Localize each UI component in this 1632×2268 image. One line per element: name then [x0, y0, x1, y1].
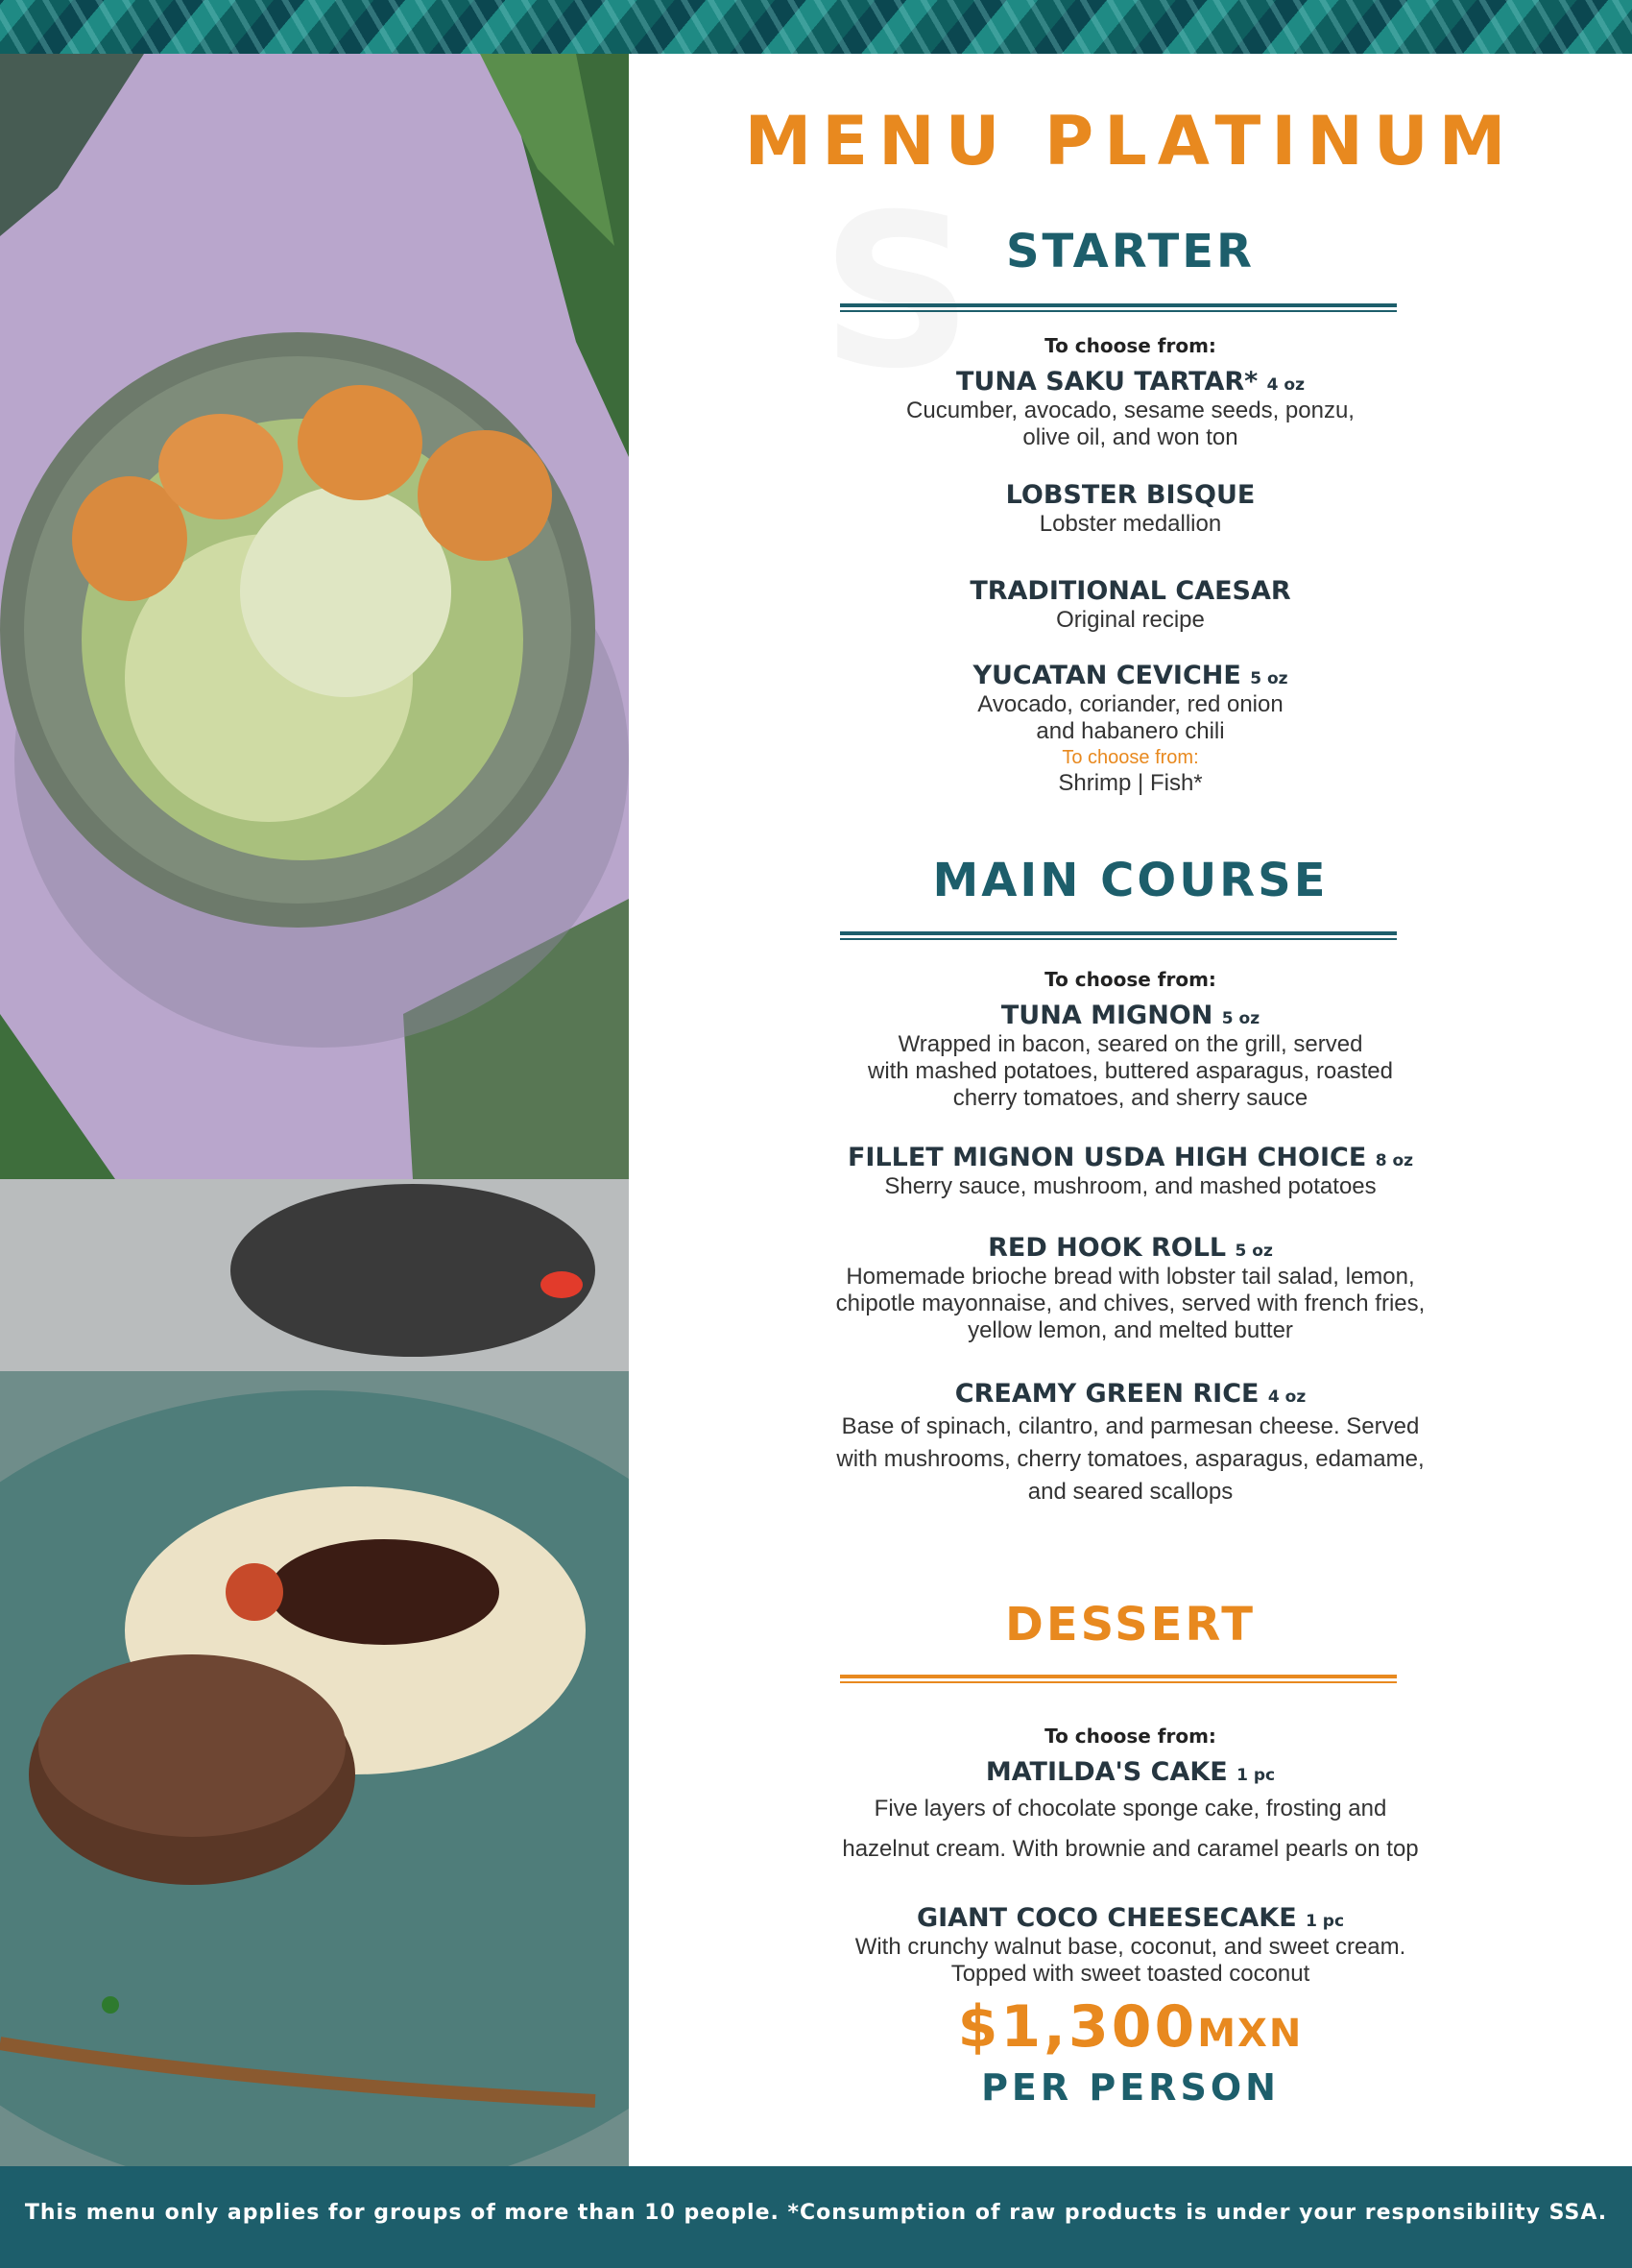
dish-description: Original recipe — [1056, 607, 1205, 633]
dish-name: GIANT COCO CHEESECAKE 1 pc — [916, 1903, 1345, 1933]
ceviche-choose-label: To choose from: — [1062, 747, 1199, 768]
menu-panel — [629, 54, 1632, 2166]
starter-choose-label: To choose from: — [1044, 334, 1216, 357]
main-course-heading: MAIN COURSE — [932, 854, 1329, 907]
price-currency: MXN — [1197, 2012, 1304, 2056]
dessert-divider — [840, 1675, 1397, 1686]
caesar-salad-illustration — [0, 54, 629, 1179]
dish-description: hazelnut cream. With brownie and caramel pearls on top — [842, 1836, 1419, 1862]
dish-description: Base of spinach, cilantro, and parmesan cheese. Served — [841, 1413, 1420, 1439]
dish-name: CREAMY GREEN RICE 4 oz — [954, 1379, 1307, 1409]
dish-description: cherry tomatoes, and sherry sauce — [952, 1085, 1308, 1111]
dish-description: Five layers of chocolate sponge cake, frosting and — [874, 1796, 1387, 1822]
dish-description: with mushrooms, cherry tomatoes, asparagus, edamame, — [836, 1446, 1425, 1472]
dish-description: Topped with sweet toasted coconut — [950, 1961, 1310, 1987]
dish-name: TRADITIONAL CAESAR — [970, 576, 1291, 606]
dish-description: and seared scallops — [1027, 1479, 1234, 1505]
dish-description: and habanero chili — [1036, 718, 1225, 744]
dish-description: chipotle mayonnaise, and chives, served with french fries, — [835, 1291, 1426, 1316]
dish-name: LOBSTER BISQUE — [1005, 480, 1256, 510]
dish-name: FILLET MIGNON USDA HIGH CHOICE 8 oz — [847, 1143, 1414, 1172]
caesar-salad-photo — [0, 54, 629, 1179]
dish-name: RED HOOK ROLL 5 oz — [988, 1233, 1273, 1263]
main-course-choose-label: To choose from: — [1044, 968, 1216, 991]
dish-description: with mashed potatoes, buttered asparagus, roasted — [867, 1058, 1393, 1084]
dish-name: MATILDA'S CAKE 1 pc — [985, 1757, 1276, 1787]
price-amount: $1,300 — [957, 1993, 1198, 2061]
fillet-mignon-photo — [0, 1179, 629, 2166]
main-course-divider — [840, 931, 1397, 943]
watermark-logo: S — [821, 169, 973, 415]
dish-name: YUCATAN CEVICHE 5 oz — [972, 661, 1288, 690]
fillet-mignon-illustration — [0, 1179, 629, 2166]
menu-title: MENU PLATINUM — [744, 102, 1517, 181]
dish-description: Cucumber, avocado, sesame seeds, ponzu, — [906, 398, 1355, 423]
dish-description: Homemade brioche bread with lobster tail salad, lemon, — [846, 1264, 1415, 1290]
per-person-label: PER PERSON — [981, 2066, 1280, 2109]
ceviche-options: Shrimp | Fish* — [1058, 770, 1203, 796]
price — [629, 1993, 1632, 2061]
dish-description: Lobster medallion — [1039, 511, 1222, 537]
tropical-leaf-banner — [0, 0, 1632, 54]
footer-disclaimer: This menu only applies for groups of more than 10 people. *Consumption of raw products is under your responsibility SSA. — [24, 2201, 1608, 2225]
dish-description: With crunchy walnut base, coconut, and sweet cream. — [854, 1934, 1406, 1960]
dessert-heading: DESSERT — [1005, 1598, 1256, 1652]
dish-description: yellow lemon, and melted butter — [968, 1317, 1293, 1343]
starter-divider — [840, 303, 1397, 315]
dessert-choose-label: To choose from: — [1044, 1725, 1216, 1748]
dish-description: Avocado, coriander, red onion — [977, 691, 1284, 717]
dish-description: olive oil, and won ton — [1022, 424, 1238, 450]
starter-heading: STARTER — [1005, 225, 1256, 278]
dish-description: Sherry sauce, mushroom, and mashed potatoes — [884, 1173, 1377, 1199]
dish-description: Wrapped in bacon, seared on the grill, served — [898, 1031, 1363, 1057]
footer-bar — [0, 2166, 1632, 2268]
dish-name: TUNA MIGNON 5 oz — [1000, 1001, 1260, 1030]
dish-name: TUNA SAKU TARTAR* 4 oz — [955, 367, 1305, 397]
